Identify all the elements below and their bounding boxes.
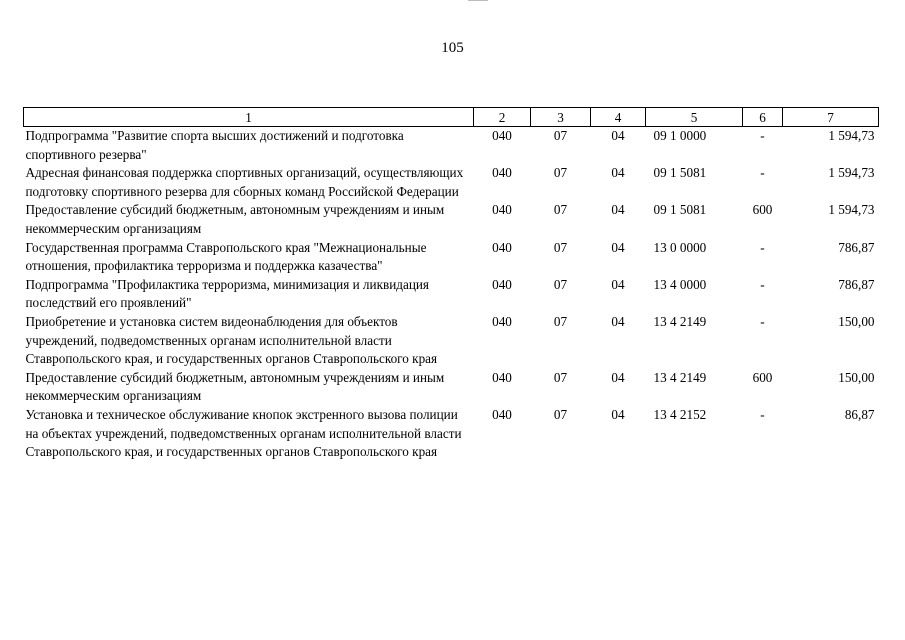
row-code-subsection: 04 <box>611 202 625 218</box>
row-amount: 150,00 <box>838 313 875 329</box>
row-name: Предоставление субсидий бюджетным, автономным учреждениям и иным некоммерческим организациям <box>25 369 445 404</box>
row-code-expense-type: - <box>760 276 765 292</box>
row-name: Адресная финансовая поддержка спортивных организаций, осуществляющих подготовку спортивного резерва для сборных команд Российской Федерации <box>25 165 464 199</box>
row-code-ministry: 040 <box>492 369 512 385</box>
header-cell-2: 2 <box>474 108 531 127</box>
row-code-section: 07 <box>553 313 568 329</box>
row-code-target: 13 0 0000 <box>653 239 707 255</box>
row-code-ministry: 040 <box>492 406 512 422</box>
row-code-target: 13 4 0000 <box>653 276 707 292</box>
row-code-expense-type: - <box>760 406 765 422</box>
row-code-expense-type: - <box>760 313 765 329</box>
row-code-target: 09 1 0000 <box>653 128 707 143</box>
row-code-target: 13 4 2149 <box>653 369 707 385</box>
table-row <box>24 276 879 313</box>
row-code-subsection: 04 <box>611 128 625 143</box>
table-row <box>24 201 879 238</box>
row-name: Государственная программа Ставропольского края "Межнациональные отношения, профилактика терроризма и поддержка казачества" <box>25 239 427 274</box>
row-name: Предоставление субсидий бюджетным, автономным учреждениям и иным некоммерческим организациям <box>25 202 445 236</box>
budget-table <box>23 107 879 462</box>
row-code-expense-type: 600 <box>752 369 773 385</box>
header-cell-1: 1 <box>24 108 474 127</box>
row-code-section: 07 <box>553 202 568 218</box>
row-code-section: 07 <box>553 369 568 385</box>
row-amount: 1 594,73 <box>828 202 875 218</box>
row-amount: 786,87 <box>838 239 875 255</box>
row-code-subsection: 04 <box>611 276 625 292</box>
page-number: 105 <box>441 40 464 56</box>
header-cell-4: 4 <box>591 108 646 127</box>
row-name: Подпрограмма "Профилактика терроризма, минимизация и ликвидация последствий его проявлений" <box>25 276 429 311</box>
header-cell-5: 5 <box>646 108 743 127</box>
header-cell-3: 3 <box>531 108 591 127</box>
table-row <box>24 164 879 201</box>
table-row <box>24 406 879 462</box>
header-row <box>24 108 879 127</box>
header-cell-6: 6 <box>743 108 783 127</box>
row-code-section: 07 <box>553 165 568 181</box>
table-body <box>24 127 879 462</box>
row-code-ministry: 040 <box>492 276 512 292</box>
row-code-ministry: 040 <box>492 165 512 181</box>
table-row <box>24 369 879 406</box>
row-amount: 86,87 <box>844 406 875 422</box>
row-amount: 150,00 <box>838 369 875 385</box>
scan-artifact <box>468 0 488 3</box>
header-cell-7: 7 <box>783 108 879 127</box>
table-row <box>24 313 879 369</box>
row-code-ministry: 040 <box>492 128 512 143</box>
table-header <box>24 108 879 127</box>
row-name: Приобретение и установка систем видеонаблюдения для объектов учреждений, подведомственных органам исполнительной власти Ставропольского края, и государственных органов Ставропольского края <box>25 313 438 367</box>
row-amount: 1 594,73 <box>828 128 875 143</box>
row-name: Подпрограмма "Развитие спорта высших достижений и подготовка спортивного резерва" <box>25 128 404 162</box>
row-code-subsection: 04 <box>611 239 625 255</box>
row-code-expense-type: - <box>760 128 765 143</box>
row-code-target: 09 1 5081 <box>653 165 707 181</box>
row-code-subsection: 04 <box>611 165 625 181</box>
row-code-section: 07 <box>553 128 568 143</box>
row-amount: 1 594,73 <box>828 165 875 181</box>
row-code-ministry: 040 <box>492 202 512 218</box>
row-name: Установка и техническое обслуживание кнопок экстренного вызова полиции на объектах учреждений, подведомственных органам исполнительной власти Ставропольского края, и государственных органов Ставропольского края <box>25 406 462 460</box>
row-code-ministry: 040 <box>492 239 512 255</box>
row-code-subsection: 04 <box>611 313 625 329</box>
row-code-section: 07 <box>553 239 568 255</box>
row-code-section: 07 <box>553 406 568 422</box>
row-code-expense-type: 600 <box>752 202 773 218</box>
row-code-expense-type: - <box>760 165 765 181</box>
table-row <box>24 127 879 165</box>
row-code-subsection: 04 <box>611 369 625 385</box>
row-code-target: 13 4 2149 <box>653 313 707 329</box>
row-code-ministry: 040 <box>492 313 512 329</box>
table-row <box>24 239 879 276</box>
row-code-target: 13 4 2152 <box>653 406 707 422</box>
row-code-expense-type: - <box>760 239 765 255</box>
row-amount: 786,87 <box>838 276 875 292</box>
row-code-section: 07 <box>553 276 568 292</box>
row-code-subsection: 04 <box>611 406 625 422</box>
row-code-target: 09 1 5081 <box>653 202 707 218</box>
